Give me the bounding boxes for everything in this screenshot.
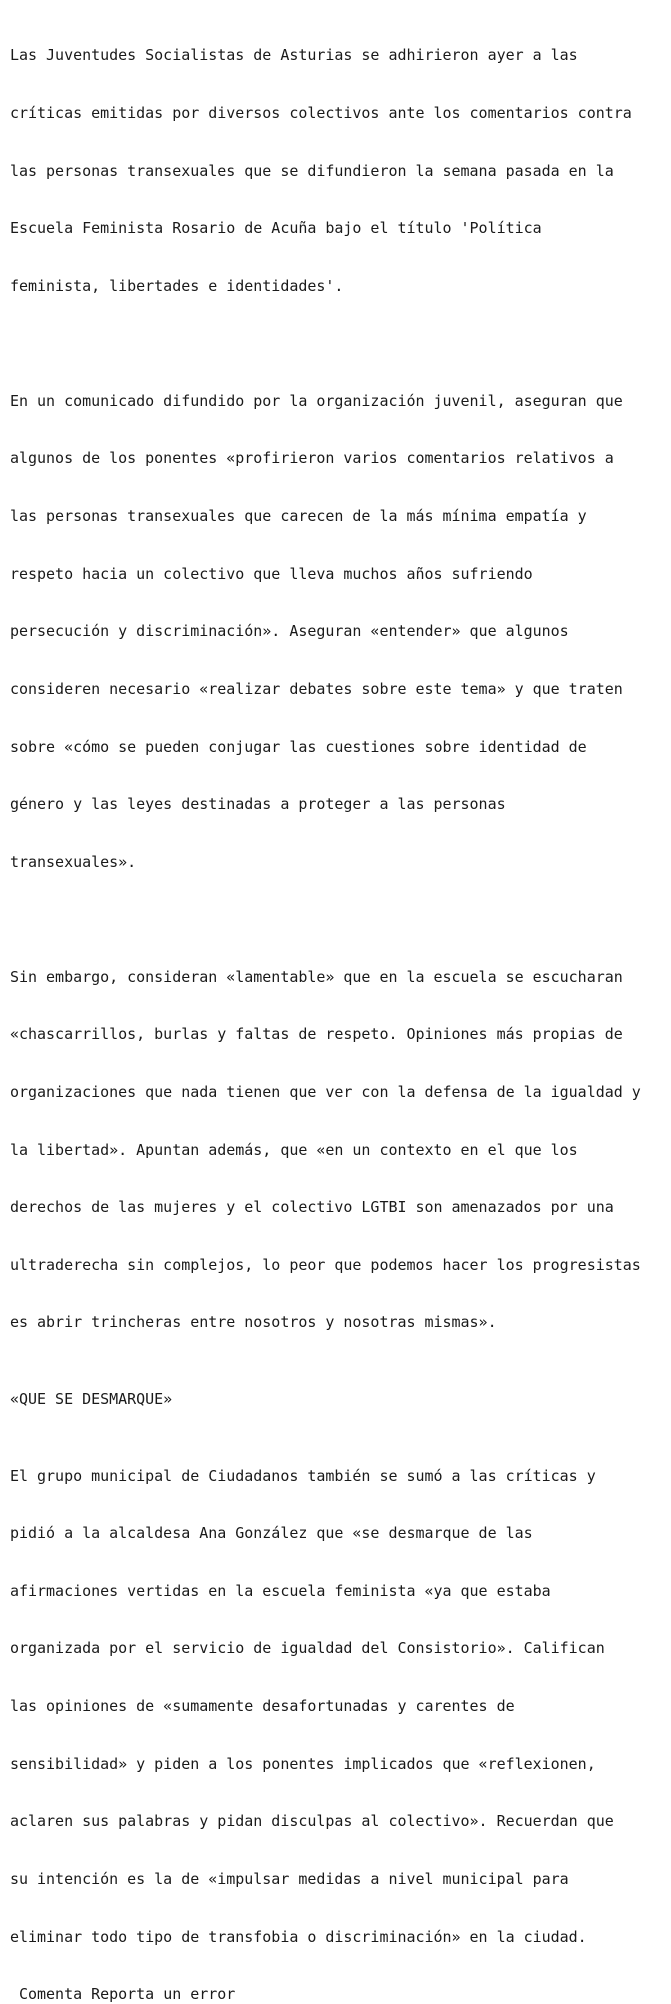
text-line: persecución y discriminación». Aseguran «entender» que algunos [10,622,569,641]
text-line: transexuales». [10,852,137,871]
text-line: sobre «cómo se pueden conjugar las cuestiones sobre identidad de [10,737,587,756]
text-line: género y las leyes destinadas a proteger a las personas [10,795,506,814]
text-line: El grupo municipal de Ciudadanos también se sumó a las críticas y [10,1466,596,1485]
comment-link[interactable]: Comenta [19,1985,83,2004]
text-line: su intención es la de «impulsar medidas a nivel municipal para [10,1869,569,1888]
paragraph-2 [10,353,665,910]
text-line: consideren necesario «realizar debates sobre este tema» y que traten [10,679,623,698]
article-body [10,8,665,2004]
text-line: En un comunicado difundido por la organización juvenil, aseguran que [10,391,623,410]
text-line: las opiniones de «sumamente desafortunadas y carentes de [10,1697,515,1716]
text-line: la libertad». Apuntan además, que «en un contexto en el que los [10,1140,578,1159]
paragraph-4 [10,1428,665,1985]
text-line: aclaren sus palabras y pidan disculpas al colectivo». Recuerdan que [10,1812,614,1831]
paragraph-1 [10,8,665,334]
text-line: Las Juventudes Socialistas de Asturias se adhirieron ayer a las [10,46,578,65]
article-footer [10,1985,665,2004]
text-line: Sin embargo, consideran «lamentable» que en la escuela se escucharan [10,967,623,986]
text-line: organizada por el servicio de igualdad del Consistorio». Califican [10,1639,605,1658]
text-line: las personas transexuales que carecen de la más mínima empatía y [10,507,587,526]
text-line: organizaciones que nada tienen que ver con la defensa de la igualdad y [10,1082,641,1101]
text-line: «chascarrillos, burlas y faltas de respeto. Opiniones más propias de [10,1025,623,1044]
report-error-link[interactable]: Reporta un error [91,1985,236,2004]
text-line: ultraderecha sin complejos, lo peor que podemos hacer los progresistas [10,1255,641,1274]
text-line: críticas emitidas por diversos colectivos ante los comentarios contra [10,104,632,123]
paragraph-3 [10,929,665,1371]
text-line: derechos de las mujeres y el colectivo LGTBI son amenazados por una [10,1198,614,1217]
text-line: algunos de los ponentes «profirieron varios comentarios relativos a [10,449,614,468]
section-subheading: «QUE SE DESMARQUE» [10,1390,173,1409]
text-line: respeto hacia un colectivo que lleva muchos años sufriendo [10,564,533,583]
text-line: eliminar todo tipo de transfobia o discriminación» en la ciudad. [10,1927,587,1946]
text-line: es abrir trincheras entre nosotros y nosotras mismas». [10,1313,497,1332]
text-line: sensibilidad» y piden a los ponentes implicados que «reflexionen, [10,1754,596,1773]
text-line: las personas transexuales que se difundieron la semana pasada en la [10,161,614,180]
text-line: feminista, libertades e identidades'. [10,276,344,295]
text-line: pidió a la alcaldesa Ana González que «se desmarque de las [10,1524,533,1543]
text-line: afirmaciones vertidas en la escuela feminista «ya que estaba [10,1581,551,1600]
text-line: Escuela Feminista Rosario de Acuña bajo el título 'Política [10,219,542,238]
